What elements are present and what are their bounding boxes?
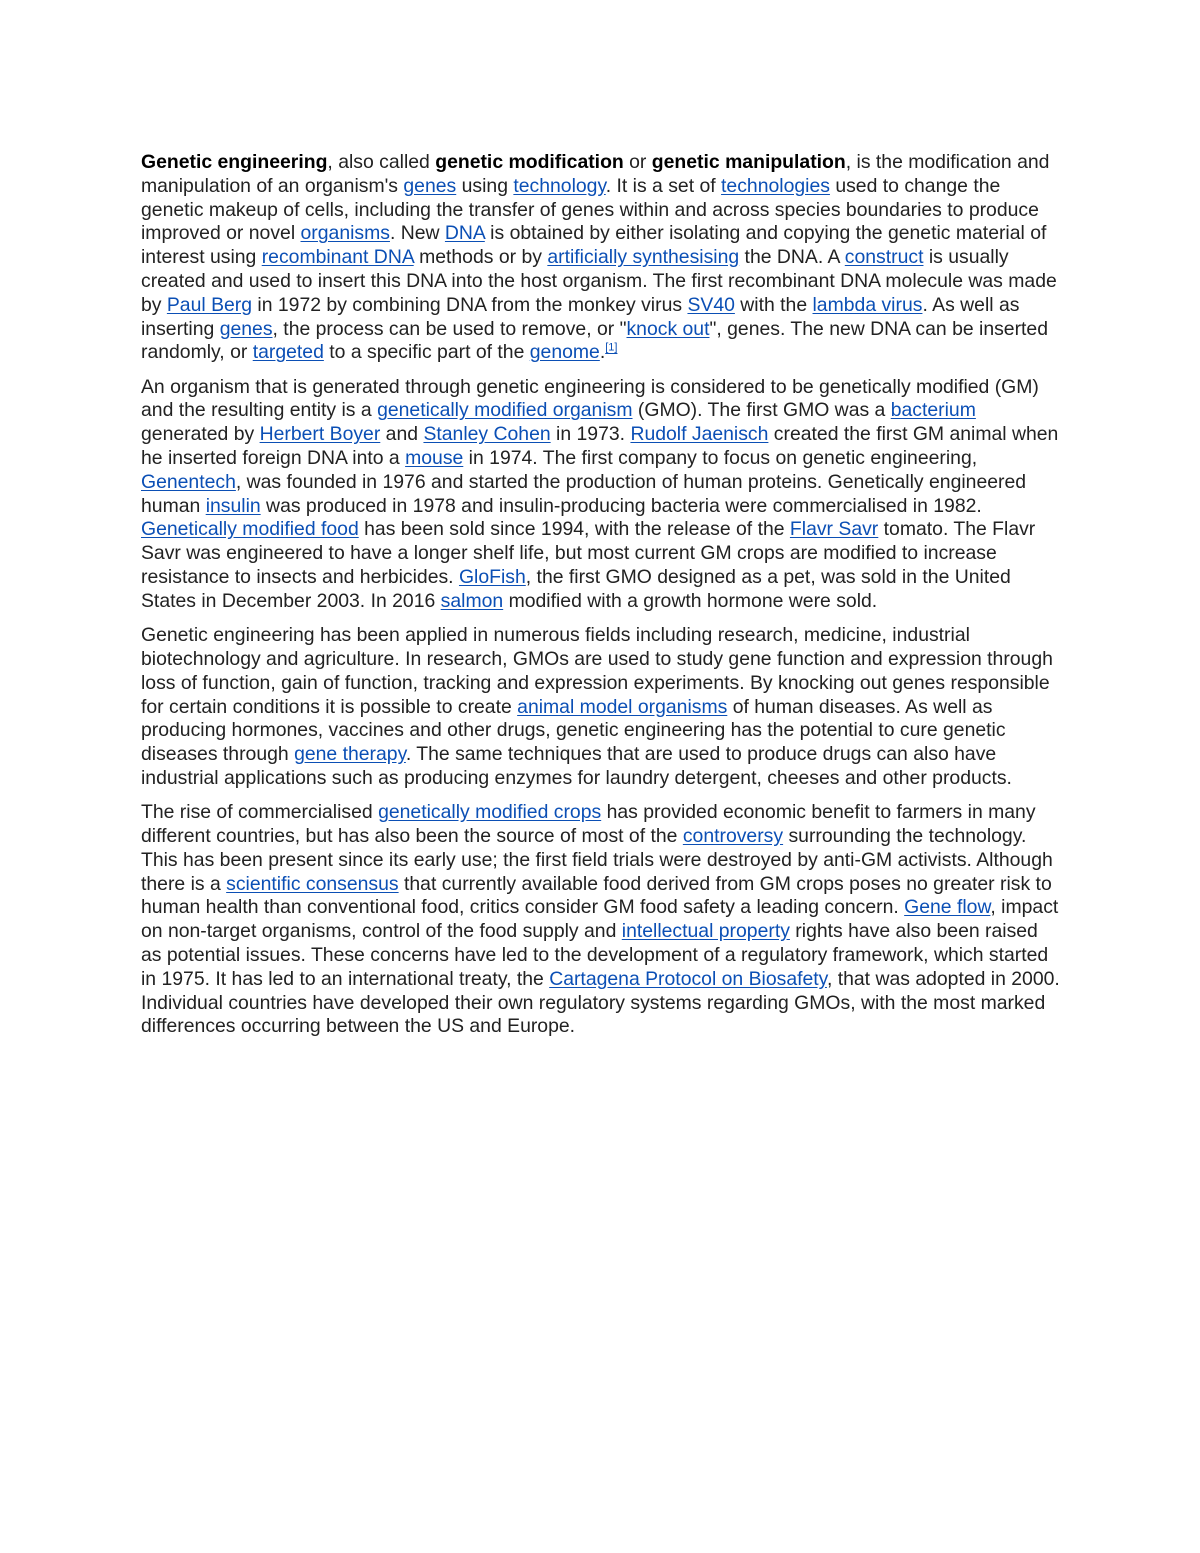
text-run: .: [599, 341, 606, 364]
link-construct[interactable]: construct: [844, 246, 924, 269]
link-cartagena-protocol[interactable]: Cartagena Protocol on Biosafety: [549, 967, 827, 990]
link-stanley-cohen[interactable]: Stanley Cohen: [423, 423, 551, 446]
text-run: to a specific part of the: [323, 341, 530, 364]
link-sv40[interactable]: SV40: [687, 293, 735, 316]
text-run: tomato. The Flavr Savr was engineered to have a longer shelf life, but most current GM crops are modified to increase resistance to insects and herbicides.: [141, 518, 1036, 589]
link-intellectual-property[interactable]: intellectual property: [621, 920, 790, 943]
link-insulin[interactable]: insulin: [205, 494, 261, 517]
bold-term: genetic manipulation: [651, 151, 846, 173]
text-run: used to change the genetic makeup of cells, including the transfer of genes within and across species boundaries to produce improved or novel: [141, 174, 1039, 245]
link-bacterium[interactable]: bacterium: [890, 399, 976, 422]
link-salmon[interactable]: salmon: [440, 589, 504, 612]
link-genentech[interactable]: Genentech: [141, 470, 236, 493]
text-run: , also called: [327, 151, 436, 173]
citation-ref-1[interactable]: [1]: [605, 341, 618, 354]
text-run: , is the modification and manipulation of an organism's: [141, 151, 1050, 197]
text-run: rights have also been raised as potential issues. These concerns have led to the development of a regulatory framework, which started in 1975. It has led to an international treaty, the: [141, 920, 1049, 990]
text-run: , the first GMO designed as a pet, was sold in the United States in December 2003. In 2016: [141, 566, 1011, 612]
bold-term: Genetic engineering: [141, 151, 328, 173]
text-run: is usually created and used to insert this DNA into the host organism. The first recombinant DNA molecule was made by: [141, 246, 1057, 316]
text-run: in 1973.: [550, 423, 631, 446]
link-genetically-modified-crops[interactable]: genetically modified crops: [378, 801, 602, 824]
link-paul-berg[interactable]: Paul Berg: [166, 293, 253, 316]
bold-term: genetic modification: [435, 151, 624, 173]
link-targeted[interactable]: targeted: [252, 341, 324, 364]
text-run: . As well as inserting: [141, 293, 1020, 340]
link-genome[interactable]: genome: [529, 341, 600, 364]
link-gene-flow[interactable]: Gene flow: [904, 896, 991, 919]
link-gene-therapy[interactable]: gene therapy: [294, 743, 406, 766]
text-run: that currently available food derived from GM crops poses no greater risk to human health than conventional food, critics consider GM food safety a leading concern.: [141, 872, 1052, 919]
link-rudolf-jaenisch[interactable]: Rudolf Jaenisch: [630, 423, 769, 446]
paragraph-intro: [141, 151, 1063, 365]
text-run: has been sold since 1994, with the release of the: [358, 518, 790, 541]
text-run: created the first GM animal when he inserted foreign DNA into a: [141, 423, 1059, 470]
link-genes[interactable]: genes: [403, 174, 457, 197]
text-run: . The same techniques that are used to produce drugs can also have industrial applications such as producing enzymes for laundry detergent, cheeses and other products.: [141, 743, 1012, 789]
paragraph-applications: [141, 624, 1063, 791]
link-lambda-virus[interactable]: lambda virus: [812, 293, 923, 316]
link-recombinant-dna[interactable]: recombinant DNA: [261, 246, 414, 269]
link-controversy[interactable]: controversy: [682, 825, 784, 848]
text-run: , impact on non-target organisms, control of the food supply and: [141, 896, 1059, 943]
paragraph-history: [141, 376, 1063, 614]
text-run: or: [623, 151, 652, 173]
link-genes-2[interactable]: genes: [219, 317, 273, 340]
text-run: . New: [389, 222, 445, 245]
text-run: with the: [734, 293, 813, 316]
text-run: An organism that is generated through genetic engineering is considered to be genetically modified (GM) and the resulting entity is a: [141, 375, 1039, 422]
text-run: The rise of commercialised: [141, 801, 379, 824]
link-artificially-synthesising[interactable]: artificially synthesising: [547, 246, 740, 269]
link-knock-out[interactable]: knock out: [626, 317, 710, 340]
text-run: in 1972 by combining DNA from the monkey virus: [252, 293, 688, 316]
text-run: methods or by: [413, 246, 548, 269]
text-run: was produced in 1978 and insulin-producing bacteria were commercialised in 1982.: [260, 494, 982, 517]
text-run: of human diseases. As well as producing hormones, vaccines and other drugs, genetic engineering has the potential to cure genetic diseases through: [141, 695, 1006, 766]
link-glofish[interactable]: GloFish: [458, 566, 526, 589]
link-mouse[interactable]: mouse: [405, 447, 464, 470]
text-run: , was founded in 1976 and started the production of human proteins. Genetically engineered human: [141, 470, 1027, 517]
paragraph-controversy: [141, 801, 1063, 1039]
text-run: is obtained by either isolating and copying the genetic material of interest using: [141, 222, 1047, 269]
text-run: has provided economic benefit to farmers in many different countries, but has also been the source of most of the: [141, 801, 1036, 848]
text-run: and: [380, 423, 424, 446]
text-run: surrounding the technology. This has been present since its early use; the first field trials were destroyed by anti-GM activists. Although there is a: [141, 825, 1053, 895]
document-page: [141, 151, 1063, 1050]
text-run: in 1974. The first company to focus on genetic engineering,: [463, 447, 978, 470]
text-run: modified with a growth hormone were sold.: [503, 589, 878, 612]
link-organisms[interactable]: organisms: [300, 222, 390, 245]
text-run: . It is a set of: [605, 174, 722, 197]
link-scientific-consensus[interactable]: scientific consensus: [226, 872, 399, 895]
text-run: Genetic engineering has been applied in numerous fields including research, medicine, industrial biotechnology and agriculture. In research, GMOs are used to study gene function and expression through loss of function, gain of function, tracking and expression experiments. By knocking out genes responsible for certain conditions it is possible to create: [141, 624, 1053, 718]
link-genetically-modified-food[interactable]: Genetically modified food: [141, 518, 359, 541]
link-technologies[interactable]: technologies: [721, 174, 830, 197]
text-run: ", genes. The new DNA can be inserted randomly, or: [141, 317, 1049, 364]
link-animal-model-organisms[interactable]: animal model organisms: [517, 695, 728, 718]
link-flavr-savr[interactable]: Flavr Savr: [789, 518, 879, 541]
link-genetically-modified-organism[interactable]: genetically modified organism: [377, 399, 633, 422]
link-technology[interactable]: technology: [513, 174, 606, 197]
text-run: generated by: [141, 423, 260, 446]
link-dna[interactable]: DNA: [444, 222, 485, 245]
text-run: the DNA. A: [739, 246, 845, 269]
text-run: using: [456, 174, 514, 197]
text-run: (GMO). The first GMO was a: [632, 399, 891, 422]
link-herbert-boyer[interactable]: Herbert Boyer: [259, 423, 381, 446]
text-run: , the process can be used to remove, or ": [272, 317, 627, 340]
text-run: , that was adopted in 2000. Individual countries have developed their own regulatory systems regarding GMOs, with the most marked differences occurring between the US and Europe.: [141, 967, 1060, 1038]
